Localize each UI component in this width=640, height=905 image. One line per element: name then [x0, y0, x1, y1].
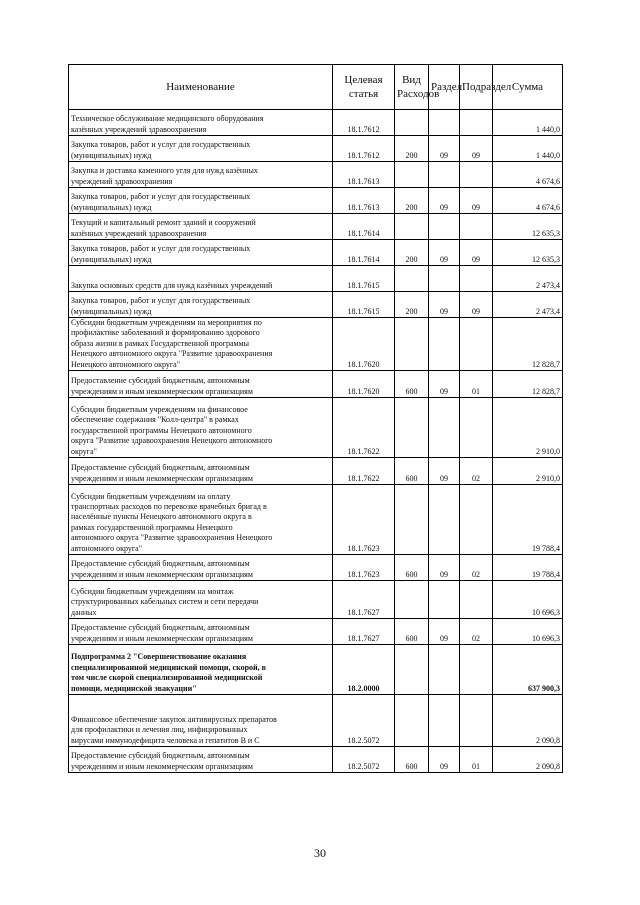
row-subsection-cell: 09 [460, 188, 493, 214]
table-row [69, 266, 563, 292]
row-expense-type-cell: 600 [395, 747, 429, 773]
header-subsection: Подраздел [460, 65, 493, 110]
table-row [69, 240, 563, 266]
page-number: 30 [314, 846, 326, 860]
row-name-cell: Субсидии бюджетным учреждениям на мероприятия по профилактике заболеваний и формированию здорового образа жизни в рамках Государственной программы Ненецкого автономного округа "Развитие здравоохранения Ненецкого автономного округа" [69, 318, 333, 371]
row-name-cell: Предоставление субсидий бюджетным, автономным учреждениям и иным некоммерческим организациям [69, 371, 333, 398]
row-name-cell: Финансовое обеспечение закупок антивирусных препаратов для профилактики и лечения лиц, инфицированных вирусами иммунодефицита человека и гепатитов В и С [69, 695, 333, 747]
row-sum-cell: 19 788,4 [493, 555, 563, 581]
row-target-article-cell: 18.1.7614 [333, 214, 395, 240]
row-name-cell: Предоставление субсидий бюджетным, автономным учреждениям и иным некоммерческим организациям [69, 619, 333, 645]
row-target-article-cell: 18.1.7620 [333, 371, 395, 398]
row-name-cell: Субсидии бюджетным учреждениям на оплату транспортных расходов по перевозке врачебных бригад в населённые пункты Ненецкого автономного округа в рамках государственной программы Ненецкого автономного округа "Развитие здравоохранения Ненецкого автономного округа" [69, 485, 333, 555]
row-sum-cell: 637 900,3 [493, 645, 563, 695]
row-expense-type-cell: 600 [395, 371, 429, 398]
row-target-article-cell: 18.1.7627 [333, 619, 395, 645]
row-target-article-cell: 18.1.7622 [333, 458, 395, 485]
row-expense-type-cell: 200 [395, 240, 429, 266]
row-subsection-cell: 01 [460, 371, 493, 398]
row-name-cell: Закупка и доставка каменного угля для нужд казённых учреждений здравоохранения [69, 162, 333, 188]
row-subsection-cell: 02 [460, 458, 493, 485]
table-row [69, 581, 563, 619]
row-section-cell: 09 [429, 555, 460, 581]
row-target-article-cell: 18.1.7620 [333, 318, 395, 371]
row-section-cell: 09 [429, 292, 460, 318]
row-section-cell [429, 581, 460, 619]
row-name-cell: Закупка товаров, работ и услуг для государственных (муниципальных) нужд [69, 240, 333, 266]
row-section-cell [429, 398, 460, 458]
row-subsection-cell [460, 266, 493, 292]
row-expense-type-cell: 200 [395, 292, 429, 318]
row-subsection-cell [460, 485, 493, 555]
row-expense-type-cell [395, 485, 429, 555]
header-section: Раздел [429, 65, 460, 110]
row-sum-cell: 10 696,3 [493, 581, 563, 619]
row-subsection-cell: 09 [460, 136, 493, 162]
table-row [69, 214, 563, 240]
row-sum-cell: 2 910,0 [493, 458, 563, 485]
row-subsection-cell [460, 318, 493, 371]
row-section-cell: 09 [429, 240, 460, 266]
row-expense-type-cell: 200 [395, 136, 429, 162]
table-row [69, 695, 563, 747]
row-subsection-cell [460, 110, 493, 136]
row-target-article-cell: 18.1.7615 [333, 266, 395, 292]
budget-table [68, 64, 563, 773]
row-target-article-cell: 18.1.7612 [333, 136, 395, 162]
row-expense-type-cell [395, 695, 429, 747]
row-expense-type-cell [395, 318, 429, 371]
row-section-cell: 09 [429, 458, 460, 485]
table-row [69, 136, 563, 162]
table-row [69, 110, 563, 136]
row-subsection-cell: 02 [460, 555, 493, 581]
table-row [69, 292, 563, 318]
row-section-cell: 09 [429, 136, 460, 162]
row-section-cell [429, 485, 460, 555]
row-section-cell [429, 266, 460, 292]
row-target-article-cell: 18.1.7615 [333, 292, 395, 318]
row-section-cell: 09 [429, 371, 460, 398]
row-subsection-cell: 09 [460, 240, 493, 266]
row-section-cell [429, 162, 460, 188]
row-name-cell: Предоставление субсидий бюджетным, автономным учреждениям и иным некоммерческим организациям [69, 555, 333, 581]
row-sum-cell: 12 635,3 [493, 214, 563, 240]
row-name-cell: Субсидии бюджетным учреждениям на монтаж структурированных кабельных систем и сети передачи данных [69, 581, 333, 619]
row-subsection-cell: 02 [460, 619, 493, 645]
table-header [69, 65, 563, 110]
row-sum-cell: 19 788,4 [493, 485, 563, 555]
row-name-cell: Закупка основных средств для нужд казённых учреждений [69, 266, 333, 292]
row-expense-type-cell [395, 266, 429, 292]
table-row [69, 371, 563, 398]
row-target-article-cell: 18.1.7623 [333, 555, 395, 581]
row-section-cell [429, 318, 460, 371]
row-name-cell: Техническое обслуживание медицинского оборудования казённых учреждений здравоохранения [69, 110, 333, 136]
row-target-article-cell: 18.1.7622 [333, 398, 395, 458]
header-sum: Сумма [493, 65, 563, 110]
table-row [69, 188, 563, 214]
row-expense-type-cell [395, 398, 429, 458]
header-expense-type: Вид Расходов [395, 65, 429, 110]
header-name: Наименование [69, 65, 333, 110]
row-expense-type-cell: 600 [395, 555, 429, 581]
row-sum-cell: 12 828,7 [493, 318, 563, 371]
table-row [69, 747, 563, 773]
row-sum-cell: 2 473,4 [493, 292, 563, 318]
row-expense-type-cell: 600 [395, 619, 429, 645]
row-sum-cell: 2 473,4 [493, 266, 563, 292]
header-target-article: Целевая статья [333, 65, 395, 110]
row-expense-type-cell [395, 214, 429, 240]
row-name-cell: Предоставление субсидий бюджетным, автономным учреждениям и иным некоммерческим организациям [69, 458, 333, 485]
row-section-cell [429, 695, 460, 747]
row-sum-cell: 12 828,7 [493, 371, 563, 398]
row-target-article-cell: 18.1.7623 [333, 485, 395, 555]
row-section-cell: 09 [429, 747, 460, 773]
row-name-cell: Субсидии бюджетным учреждениям на финансовое обеспечение содержания "Колл-центра" в рамках государственной программы Ненецкого автономного округа "Развитие здравоохранения Ненецкого автономного округа" [69, 398, 333, 458]
row-target-article-cell: 18.2.0000 [333, 645, 395, 695]
table-row [69, 555, 563, 581]
row-target-article-cell: 18.1.7612 [333, 110, 395, 136]
row-section-cell [429, 645, 460, 695]
row-sum-cell: 12 635,3 [493, 240, 563, 266]
row-subsection-cell [460, 214, 493, 240]
row-sum-cell: 1 440,0 [493, 136, 563, 162]
row-expense-type-cell: 200 [395, 188, 429, 214]
row-section-cell: 09 [429, 188, 460, 214]
row-target-article-cell: 18.2.5072 [333, 695, 395, 747]
row-section-cell: 09 [429, 619, 460, 645]
row-name-cell: Закупка товаров, работ и услуг для государственных (муниципальных) нужд [69, 136, 333, 162]
row-expense-type-cell: 600 [395, 458, 429, 485]
row-subsection-cell [460, 398, 493, 458]
row-target-article-cell: 18.1.7614 [333, 240, 395, 266]
row-section-cell [429, 214, 460, 240]
row-target-article-cell: 18.1.7627 [333, 581, 395, 619]
row-subsection-cell: 09 [460, 292, 493, 318]
row-subsection-cell [460, 162, 493, 188]
row-target-article-cell: 18.1.7613 [333, 162, 395, 188]
row-sum-cell: 4 674,6 [493, 162, 563, 188]
row-subsection-cell: 01 [460, 747, 493, 773]
row-target-article-cell: 18.1.7613 [333, 188, 395, 214]
table-row [69, 318, 563, 371]
row-expense-type-cell [395, 110, 429, 136]
row-sum-cell: 2 910,0 [493, 398, 563, 458]
row-name-cell: Подпрограмма 2 "Совершенствование оказания специализированной медицинской помощи, скорой, в том числе скорой специализированной медицинской помощи, медицинской эвакуации" [69, 645, 333, 695]
row-expense-type-cell [395, 645, 429, 695]
header-row [69, 65, 563, 110]
row-expense-type-cell [395, 581, 429, 619]
row-sum-cell: 2 090,8 [493, 695, 563, 747]
table-row [69, 458, 563, 485]
row-name-cell: Закупка товаров, работ и услуг для государственных (муниципальных) нужд [69, 292, 333, 318]
table-row [69, 485, 563, 555]
table-row [69, 619, 563, 645]
row-sum-cell: 1 440,0 [493, 110, 563, 136]
row-sum-cell: 10 696,3 [493, 619, 563, 645]
row-section-cell [429, 110, 460, 136]
row-expense-type-cell [395, 162, 429, 188]
row-sum-cell: 4 674,6 [493, 188, 563, 214]
row-name-cell: Текущий и капитальный ремонт зданий и сооружений казённых учреждений здравоохранения [69, 214, 333, 240]
table-row [69, 398, 563, 458]
row-subsection-cell [460, 645, 493, 695]
row-subsection-cell [460, 695, 493, 747]
table-row [69, 162, 563, 188]
row-sum-cell: 2 090,8 [493, 747, 563, 773]
row-name-cell: Закупка товаров, работ и услуг для государственных (муниципальных) нужд [69, 188, 333, 214]
row-subsection-cell [460, 581, 493, 619]
table-row [69, 645, 563, 695]
table-body [69, 110, 563, 773]
row-target-article-cell: 18.2.5072 [333, 747, 395, 773]
row-name-cell: Предоставление субсидий бюджетным, автономным учреждениям и иным некоммерческим организациям [69, 747, 333, 773]
